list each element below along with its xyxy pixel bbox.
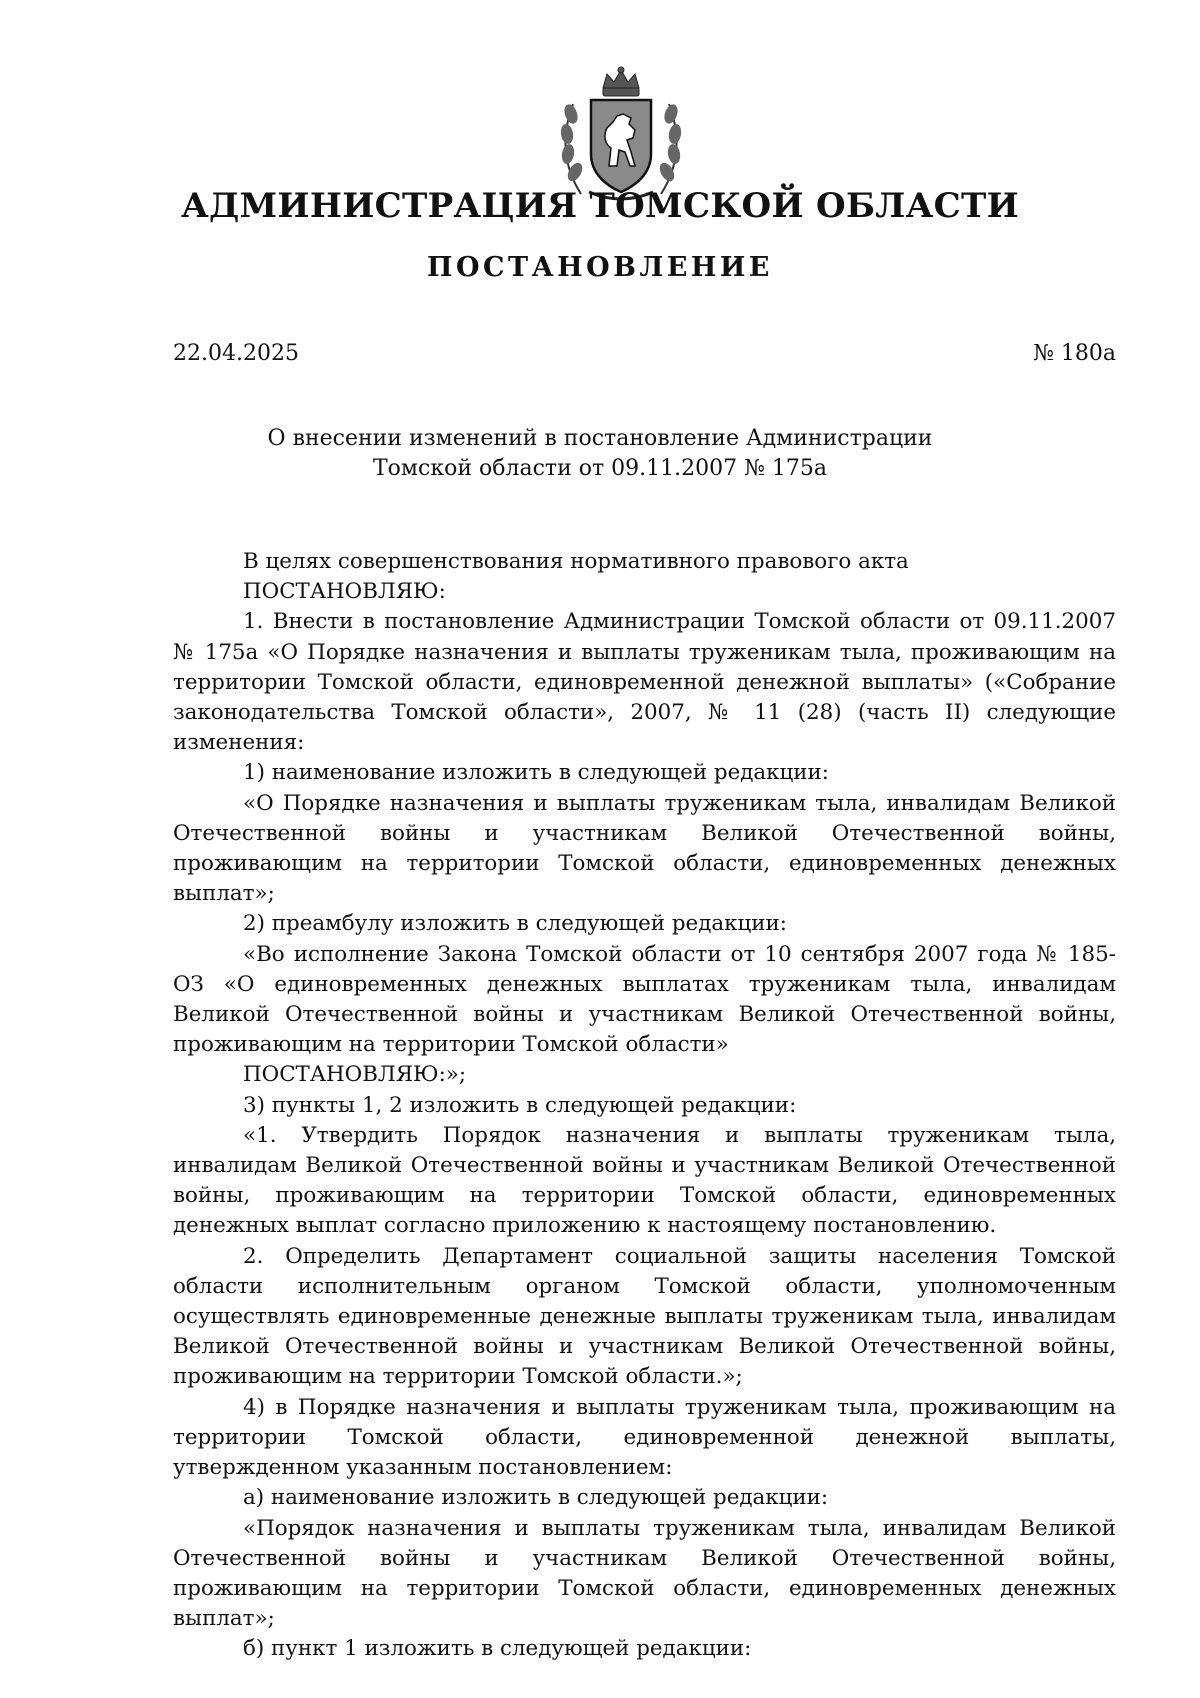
body-paragraph: В целях совершенствования нормативного правового акта xyxy=(243,549,909,574)
organization-title: АДМИНИСТРАЦИЯ ТОМСКОЙ ОБЛАСТИ xyxy=(180,186,1020,226)
subject-line-1: О внесении изменений в постановление Администрации xyxy=(267,426,933,451)
document-number: № 180а xyxy=(1033,341,1116,366)
body-paragraph: 1. Внести в постановление Администрации Томской области от 09.11.2007 № 175а «О Порядке назначения и выплаты труженикам тыла, проживающим на территории Томской области, единовременной денежной выплаты» («Собрание законодательства Томской области», 2007, № 11 (28) (часть II) следующие изменения: xyxy=(173,609,1116,756)
document-date: 22.04.2025 xyxy=(173,341,299,366)
body-paragraph: «Порядок назначения и выплаты труженикам тыла, инвалидам Великой Отечественной войны и участникам Великой Отечественной войны, проживающим на территории Томской области, единовременных денежных выплат»; xyxy=(173,1515,1116,1632)
body-paragraph: б) пункт 1 изложить в следующей редакции: xyxy=(243,1636,752,1662)
document-type-title: ПОСТАНОВЛЕНИЕ xyxy=(427,252,773,283)
document-body xyxy=(173,547,1116,1665)
body-paragraph: «1. Утвердить Порядок назначения и выплаты труженикам тыла, инвалидам Великой Отечественной войны и участникам Великой Отечественной войны, проживающим на территории Томской области, единовременных денежных выплат согласно приложению к настоящему постановлению. xyxy=(173,1122,1116,1239)
body-paragraph: 2. Определить Департамент социальной защиты населения Томской области исполнительным органом Томской области, уполномоченным осуществлять единовременные денежные выплаты труженикам тыла, инвалидам Великой Отечественной войны и участникам Великой Отечественной войны, проживающим на территории Томской области.»; xyxy=(173,1243,1116,1390)
body-paragraph: 4) в Порядке назначения и выплаты труженикам тыла, проживающим на территории Томской области, единовременной денежной выплаты, утвержденном указанным постановлением: xyxy=(173,1394,1116,1481)
body-paragraph: ПОСТАНОВЛЯЮ: xyxy=(243,579,446,605)
body-paragraph: «О Порядке назначения и выплаты труженикам тыла, инвалидам Великой Отечественной войны и участникам Великой Отечественной войны, проживающим на территории Томской области, единовременных денежных выплат»; xyxy=(173,790,1116,907)
body-paragraph: 2) преамбулу изложить в следующей редакции: xyxy=(243,911,787,937)
document-subject xyxy=(0,424,1200,484)
body-paragraph: 3) пункты 1, 2 изложить в следующей редакции: xyxy=(243,1092,797,1118)
body-paragraph: «Во исполнение Закона Томской области от 10 сентября 2007 года № 185-ОЗ «О единовременных денежных выплатах труженикам тыла, инвалидам Великой Отечественной войны и участникам Великой Отечественной войны, проживающим на территории Томской области» xyxy=(173,941,1116,1058)
subject-line-2: Томской области от 09.11.2007 № 175а xyxy=(372,456,828,481)
body-paragraph: 1) наименование изложить в следующей редакции: xyxy=(243,760,829,786)
body-paragraph: ПОСТАНОВЛЯЮ:»; xyxy=(243,1062,467,1088)
body-paragraph: а) наименование изложить в следующей редакции: xyxy=(243,1485,829,1511)
tomsk-oblast-coat-of-arms-icon xyxy=(551,66,691,206)
